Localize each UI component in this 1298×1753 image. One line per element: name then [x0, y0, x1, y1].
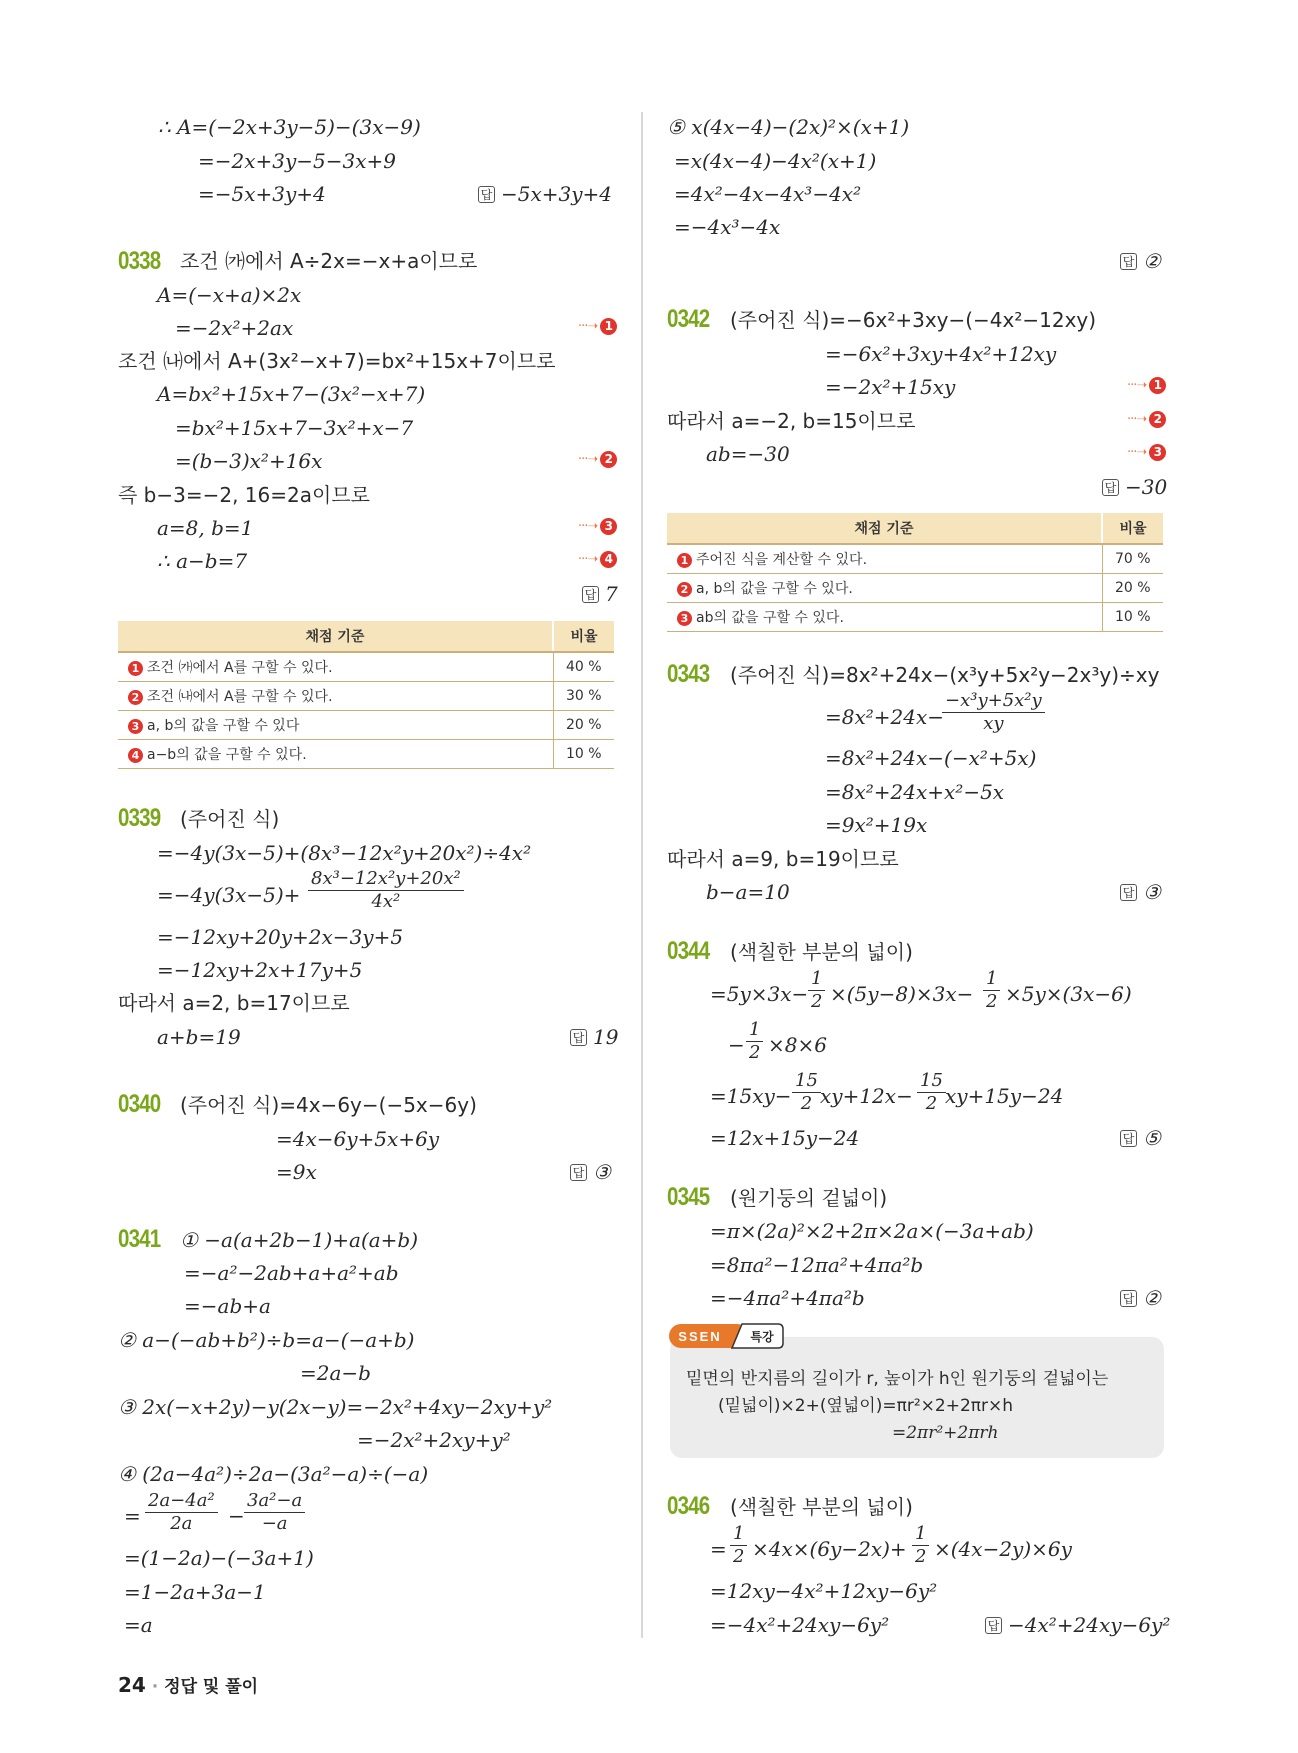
problem-number: 0346 [667, 1492, 710, 1520]
problem-number: 0344 [667, 937, 710, 965]
problem-number: 0343 [667, 660, 710, 688]
math-line: = [124, 1504, 141, 1528]
answer: 답 ② [1120, 1285, 1161, 1311]
math-line: =4x²−4x−4x³−4x² [674, 182, 862, 206]
math-line: b−a=10 [706, 880, 790, 904]
fraction: $\frac{15}{2}$ [792, 1070, 821, 1115]
table-header: 비율 [553, 621, 614, 652]
table-row: 4 a−b의 값을 구할 수 있다. 10 % [118, 740, 614, 769]
math-line: 조건 ㈏에서 A+(3x²−x+7)=bx²+15x+7이므로 [118, 349, 556, 373]
math-line: (주어진 식)=8x²+24x−(x³y+5x²y−2x³y)÷xy [730, 663, 1160, 687]
math-line: 따라서 a=9, b=19이므로 [667, 847, 899, 871]
math-line: ① −a(a+2b−1)+a(a+b) [180, 1228, 419, 1252]
math-line: ×4x×(6y−2x)+ [752, 1537, 907, 1561]
math-line: =8πa²−12πa²+4πa²b [710, 1253, 924, 1277]
math-line: = [710, 1537, 727, 1561]
fraction: $\frac{\text{3a²−a}}{-a}$ [244, 1490, 305, 1535]
math-line: =−2x²+2xy+y² [357, 1428, 511, 1452]
math-line: ④ (2a−4a²)÷2a−(3a²−a)÷(−a) [118, 1462, 429, 1486]
answer-icon: 답 [582, 586, 599, 603]
math-line: =−4y(3x−5)+ [157, 883, 301, 907]
math-line: =15xy− [710, 1084, 792, 1108]
table-row: 1 주어진 식을 계산할 수 있다. 70 % [667, 544, 1163, 574]
fraction: $\frac{1}{2}$ [983, 968, 1000, 1013]
tip-line: (밑넓이)×2+(옆넓이)=πr²×2+2πr×h [718, 1396, 1014, 1416]
math-line: A=(−x+a)×2x [157, 283, 302, 307]
answer-icon: 답 [1120, 1290, 1137, 1307]
math-line: 조건 ㈎에서 A÷2x=−x+a이므로 [180, 249, 478, 273]
footer-separator: · [151, 1677, 159, 1697]
math-line: ×(4x−2y)×6y [934, 1537, 1072, 1561]
fraction: $\frac{1}{2}$ [746, 1019, 763, 1064]
step-mark: ···➝ 3 [1127, 444, 1166, 461]
math-line: ab=−30 [706, 442, 790, 466]
math-line: (색칠한 부분의 넓이) [730, 940, 913, 964]
problem-number: 0339 [118, 804, 161, 832]
answer: 답 ② [1120, 248, 1161, 274]
math-line: =8x²+24x− [825, 705, 945, 729]
math-line: =−2x+3y−5−3x+9 [198, 149, 397, 173]
math-line: =−6x²+3xy+4x²+12xy [825, 342, 1057, 366]
math-line: =8x²+24x−(−x²+5x) [825, 746, 1037, 770]
math-line: a=8, b=1 [157, 516, 254, 540]
math-line: ×8×6 [768, 1033, 827, 1057]
table-row: 2 조건 ㈏에서 A를 구할 수 있다. 30 % [118, 682, 614, 711]
step-mark: ···➝ 3 [578, 518, 617, 535]
problem-number: 0342 [667, 305, 710, 333]
answer-icon: 답 [1120, 884, 1137, 901]
math-line: =4x−6y+5x+6y [276, 1127, 440, 1151]
math-line: =π×(2a)²×2+2π×2a×(−3a+ab) [710, 1219, 1034, 1243]
math-line: ③ 2x(−x+2y)−y(2x−y)=−2x²+4xy−2xy+y² [118, 1395, 553, 1419]
fraction: $\frac{15}{2}$ [917, 1070, 946, 1115]
math-line: =1−2a+3a−1 [124, 1580, 266, 1604]
ssen-label: 특강 [750, 1330, 774, 1344]
step-mark: ···➝ 4 [578, 551, 617, 568]
answer: 답 −30 [1102, 474, 1167, 500]
math-line: =−2x²+15xy [825, 375, 956, 399]
math-line: =−4y(3x−5)+(8x³−12x²y+20x²)÷4x² [157, 841, 532, 865]
math-line: =−12xy+20y+2x−3y+5 [157, 925, 404, 949]
math-line: =−5x+3y+4 [198, 182, 326, 206]
math-line: (원기둥의 겉넓이) [730, 1186, 888, 1210]
math-line: =−4πa²+4πa²b [710, 1286, 865, 1310]
fraction: $\frac{\text{−x³y+5x²y}}{xy}$ [942, 690, 1045, 735]
table-header: 채점 기준 [118, 621, 553, 652]
math-line: xy+15y−24 [945, 1084, 1064, 1108]
math-line: =2a−b [300, 1361, 371, 1385]
math-line: 따라서 a=2, b=17이므로 [118, 991, 350, 1015]
tip-line: =2πr²+2πrh [892, 1423, 999, 1443]
math-line: =8x²+24x+x²−5x [825, 780, 1005, 804]
problem-number: 0338 [118, 247, 161, 275]
problem-number: 0341 [118, 1225, 161, 1253]
footer-title: 정답 및 풀이 [164, 1677, 259, 1697]
table-row: 2 a, b의 값을 구할 수 있다. 20 % [667, 574, 1163, 603]
math-line: =12xy−4x²+12xy−6y² [710, 1579, 938, 1603]
math-line: =5y×3x− [710, 982, 809, 1006]
math-line: − [728, 1033, 745, 1057]
table-row: 3 ab의 값을 구할 수 있다. 10 % [667, 603, 1163, 632]
math-line: (색칠한 부분의 넓이) [730, 1495, 913, 1519]
scoring-table [667, 513, 1163, 632]
table-row: 3 a, b의 값을 구할 수 있다 20 % [118, 711, 614, 740]
ssen-badge [668, 1322, 784, 1350]
fraction: $\frac{1}{2}$ [808, 968, 825, 1013]
right-column [640, 0, 1298, 1753]
answer: 답 ③ [570, 1159, 611, 1185]
answer: 답 −5x+3y+4 [478, 181, 612, 207]
math-line: ×5y×(3x−6) [1005, 982, 1132, 1006]
answer-icon: 답 [478, 186, 495, 203]
math-line: 즉 b−3=−2, 16=2a이므로 [118, 483, 370, 507]
step-mark: ···➝ 1 [578, 318, 617, 335]
answer-icon: 답 [1120, 1130, 1137, 1147]
answer-icon: 답 [1120, 253, 1137, 270]
math-line: − [228, 1504, 245, 1528]
answer: 답 ③ [1120, 879, 1161, 905]
answer: 답 7 [582, 581, 618, 607]
math-line: =9x [276, 1160, 317, 1184]
math-line: 따라서 a=−2, b=15이므로 [667, 409, 916, 433]
math-line: =9x²+19x [825, 813, 928, 837]
answer: 답 19 [570, 1024, 618, 1050]
answer-icon: 답 [985, 1617, 1002, 1634]
math-line: ∴ A=(−2x+3y−5)−(3x−9) [158, 115, 421, 139]
fraction: $\frac{1}{2}$ [912, 1523, 929, 1568]
problem-number: 0340 [118, 1090, 161, 1118]
math-line: =(b−3)x²+16x [175, 449, 323, 473]
answer-icon: 답 [570, 1029, 587, 1046]
math-line: =−a²−2ab+a+a²+ab [184, 1261, 399, 1285]
math-line: =−2x²+2ax [175, 316, 294, 340]
math-line: =−ab+a [184, 1294, 271, 1318]
scoring-table [118, 621, 614, 769]
math-line: (주어진 식)=−6x²+3xy−(−4x²−12xy) [730, 308, 1097, 332]
fraction: $\frac{\text{2a−4a²}}{2a}$ [145, 1490, 218, 1535]
math-line: a+b=19 [157, 1025, 241, 1049]
step-mark: ···➝ 1 [1127, 377, 1166, 394]
table-header: 비율 [1102, 513, 1163, 544]
math-line: =a [124, 1613, 153, 1637]
math-line: (주어진 식) [180, 807, 280, 831]
table-header: 채점 기준 [667, 513, 1102, 544]
math-line: ⑤ x(4x−4)−(2x)²×(x+1) [667, 115, 910, 139]
math-line: =−12xy+2x+17y+5 [157, 958, 363, 982]
math-line: (주어진 식)=4x−6y−(−5x−6y) [180, 1093, 477, 1117]
math-line: =bx²+15x+7−3x²+x−7 [175, 416, 414, 440]
math-line: =−4x³−4x [674, 215, 781, 239]
answer-icon: 답 [570, 1164, 587, 1181]
tip-line: 밑면의 반지름의 길이가 r, 높이가 h인 원기둥의 겉넓이는 [686, 1369, 1109, 1389]
math-line: A=bx²+15x+7−(3x²−x+7) [157, 382, 426, 406]
fraction: $\frac{1}{2}$ [730, 1523, 747, 1568]
math-line: ∴ a−b=7 [157, 549, 248, 573]
table-row: 1 조건 ㈎에서 A를 구할 수 있다. 40 % [118, 652, 614, 682]
problem-number: 0345 [667, 1183, 710, 1211]
math-line: ×(5y−8)×3x− [830, 982, 974, 1006]
ssen-badge-text: SSEN [678, 1329, 722, 1344]
ssen-tip-box [670, 1337, 1164, 1458]
page-footer [118, 1672, 258, 1697]
left-column [0, 0, 640, 1753]
step-mark: ···➝ 2 [578, 451, 617, 468]
answer: 답 ⑤ [1120, 1125, 1161, 1151]
math-line: =x(4x−4)−4x²(x+1) [674, 149, 877, 173]
fraction: $\frac{\text{8x³−12x²y+20x²}}{\text{4x²}}$ [308, 868, 464, 913]
step-mark: ···➝ 2 [1127, 411, 1166, 428]
answer-icon: 답 [1102, 479, 1119, 496]
math-line: xy+12x− [820, 1084, 913, 1108]
page-number: 24 [118, 1673, 146, 1697]
answer: 답 −4x²+24xy−6y² [985, 1612, 1170, 1638]
math-line: =12x+15y−24 [710, 1126, 860, 1150]
math-line: =(1−2a)−(−3a+1) [124, 1546, 314, 1570]
math-line: ② a−(−ab+b²)÷b=a−(−a+b) [118, 1328, 415, 1352]
math-line: =−4x²+24xy−6y² [710, 1613, 890, 1637]
